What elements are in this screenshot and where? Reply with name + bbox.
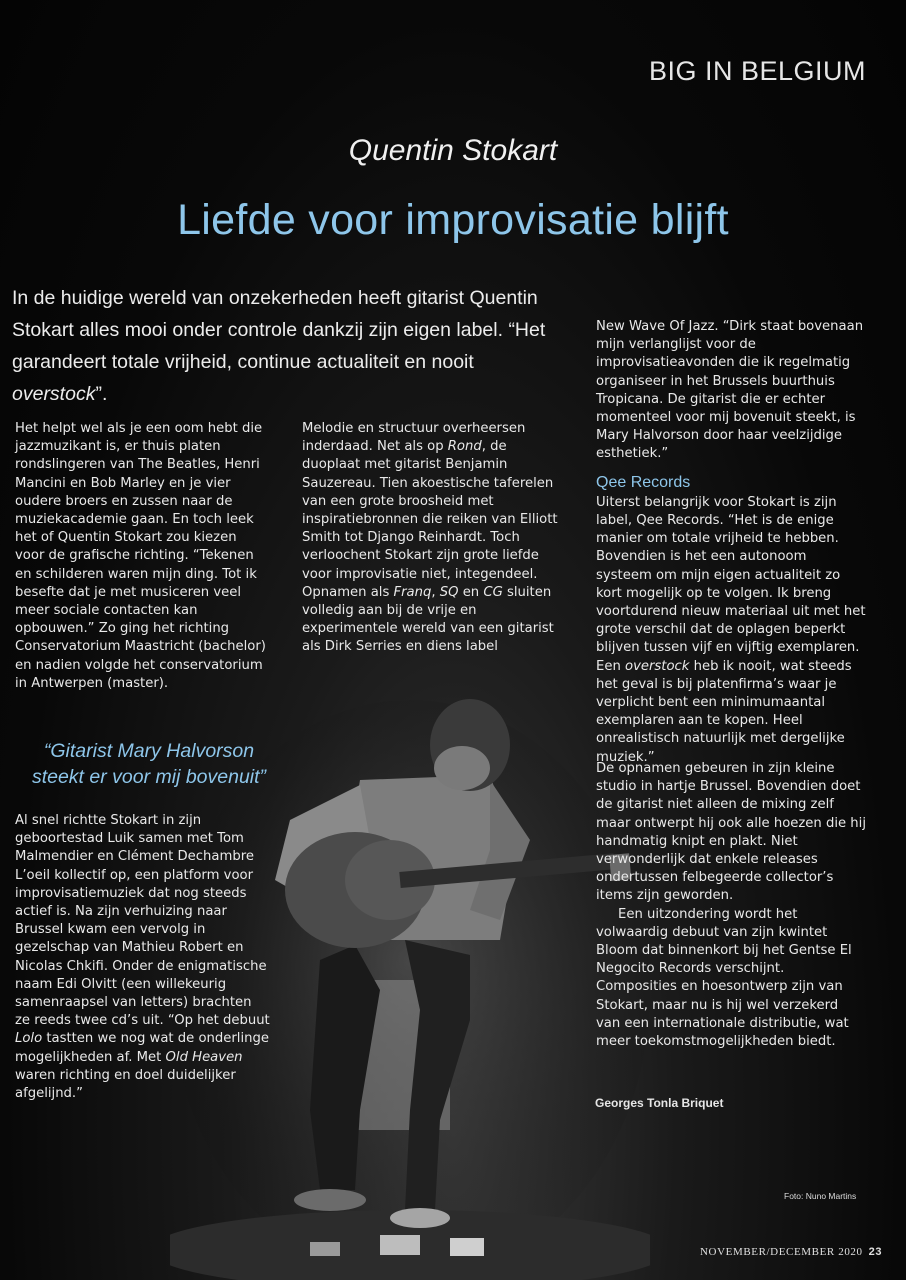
lead-paragraph [12, 282, 572, 410]
col3-text-1: Uiterst belangrijk voor Stokart is zijn label, Qee Records. “Het is de enige manier om totale vrijheid te hebben. Bovendien is het een autonoom systeem om mijn eigen actualiteit zo kort mogelijk op te volgen. Ik breng voortdurend nieuw materiaal uit met het grote verschil dat de oplagen beperkt blijven tussen vijf en vijftig exemplaren. Een [596, 494, 866, 674]
column-4 [15, 812, 270, 1103]
col2-text-1: Melodie en structuur overheersen inderdaad. Net als op [302, 421, 526, 455]
subheading-qee-records: Qee Records [596, 473, 691, 491]
col2-text-3: , [431, 584, 440, 600]
column-1-paragraph: Het helpt wel als je een oom hebt die jazzmuzikant is, er thuis platen rondslingeren van The Beatles, Henri Mancini en Bob Marley en je vier oudere broers en zussen naar de muziekacademie gaan. En toch leek het of Quentin Stokart zou kiezen voor de grafische richting. “Tekenen en schilderen waren mijn ding. Tot ik besefte dat je met musiceren veel meer sociale contacten kan opbouwen.” Zo ging het richting Conservatorium Maastricht (bachelor) en nadien volgde het conservatorium in Antwerpen (master). [15, 421, 266, 691]
lead-text-1: In de huidige wereld van onzekerheden heeft gitarist Quentin Stokart alles mooi onder controle dankzij zijn eigen label. “Het garandeert totale vrijheid, continue actualiteit en nooit [12, 287, 546, 373]
column-5-paragraph-1: De opnamen gebeuren in zijn kleine studio in hartje Brussel. Bovendien doet de gitarist niet alleen de mixing zelf maar ontwerpt hij ook alle hoezen die hij handmatig knipt en plakt. Niet verwonderlijk dat enkele releases ondertussen felbegeerde collector’s items zijn geworden. [596, 761, 866, 904]
column-5 [596, 760, 866, 1051]
col3-em: overstock [625, 658, 690, 674]
pull-quote: “Gitarist Mary Halvorson steekt er voor mij bovenuit” [31, 740, 267, 788]
column-3-paragraph-2 [596, 494, 866, 767]
col2-em-1: Rond [447, 439, 482, 455]
column-1 [15, 420, 270, 693]
column-2 [302, 420, 564, 657]
col2-text-5: sluiten volledig aan bij de vrije en experimentele wereld van een gitarist als Dirk Serries en diens label [302, 584, 554, 655]
page-folio [700, 1246, 882, 1258]
page-number: 23 [868, 1246, 883, 1258]
col2-em-3: SQ [439, 584, 459, 600]
photo-credit: Foto: Nuno Martins [784, 1191, 857, 1201]
lead-text-2: ”. [95, 383, 108, 405]
col2-text-4: en [458, 584, 484, 600]
article-kicker: Quentin Stokart [348, 134, 558, 167]
article-headline: Liefde voor improvisatie blijft [177, 196, 729, 244]
col4-text-1: Al snel richtte Stokart in zijn geboortestad Luik samen met Tom Malmendier en Clément Dechambre L’oeil kollectif op, een platform voor improvisatiemuziek dat nog steeds actief is. Na zijn verhuizing naar Brussel kwam een vervolg in gezelschap van Mathieu Robert en Nicolas Chkifi. Onder de enigmatische naam Edi Olvitt (een willekeurig samenraapsel van letters) brachten ze reeds twee cd’s uit. “Op het debuut [15, 813, 270, 1029]
col2-text-2: , de duoplaat met gitarist Benjamin Sauzereau. Tien akoestische taferelen van een grote broosheid met inspiratiebronnen die reiken van Elliott Smith tot Django Reinhardt. Toch verloochent Stokart zijn grote liefde voor improvisatie niet, integendeel. Opnamen als [302, 439, 558, 600]
col2-em-2: Franq [393, 584, 432, 600]
column-5-paragraph-2: Een uitzondering wordt het volwaardig debuut van zijn kwintet Bloom dat binnenkort bij het Gentse El Negocito Records verschijnt. Composities en hoesontwerp zijn van Stokart, maar nu is hij wel verzekerd van een internationale distributie, wat meer toekomstmogelijkheden biedt. [596, 906, 852, 1050]
col4-em-1: Lolo [15, 1031, 43, 1047]
col2-em-4: CG [483, 584, 503, 600]
column-3 [596, 318, 866, 767]
col4-text-3: waren richting en doel duidelijker afgelijnd.” [15, 1067, 236, 1102]
column-2-paragraph [302, 420, 564, 657]
col3-text-2: heb ik nooit, wat steeds het geval is bij platenfirma’s waar je verplicht bent een minimumaantal exemplaren aan te kopen. Heel onrealistisch natuurlijk met dergelijke muziek.” [596, 658, 852, 765]
section-label: BIG IN BELGIUM [648, 56, 866, 86]
col4-text-2: tastten we nog wat de onderlinge mogelijkheden af. Met [15, 1031, 269, 1065]
issue-date: NOVEMBER/DECEMBER 2020 [700, 1246, 863, 1258]
column-4-paragraph [15, 812, 270, 1103]
col4-em-2: Old Heaven [165, 1049, 243, 1065]
lead-em: overstock [12, 383, 96, 405]
column-3-paragraph-1: New Wave Of Jazz. “Dirk staat bovenaan mijn verlanglijst voor de improvisatieavonden die ik regelmatig organiseer in het Brussels buurthuis Tropicana. De gitarist die er echter momenteel voor mij bovenuit steekt, is Mary Halvorson door haar veelzijdige esthetiek.” [596, 319, 864, 462]
byline: Georges Tonla Briquet [595, 1096, 724, 1110]
